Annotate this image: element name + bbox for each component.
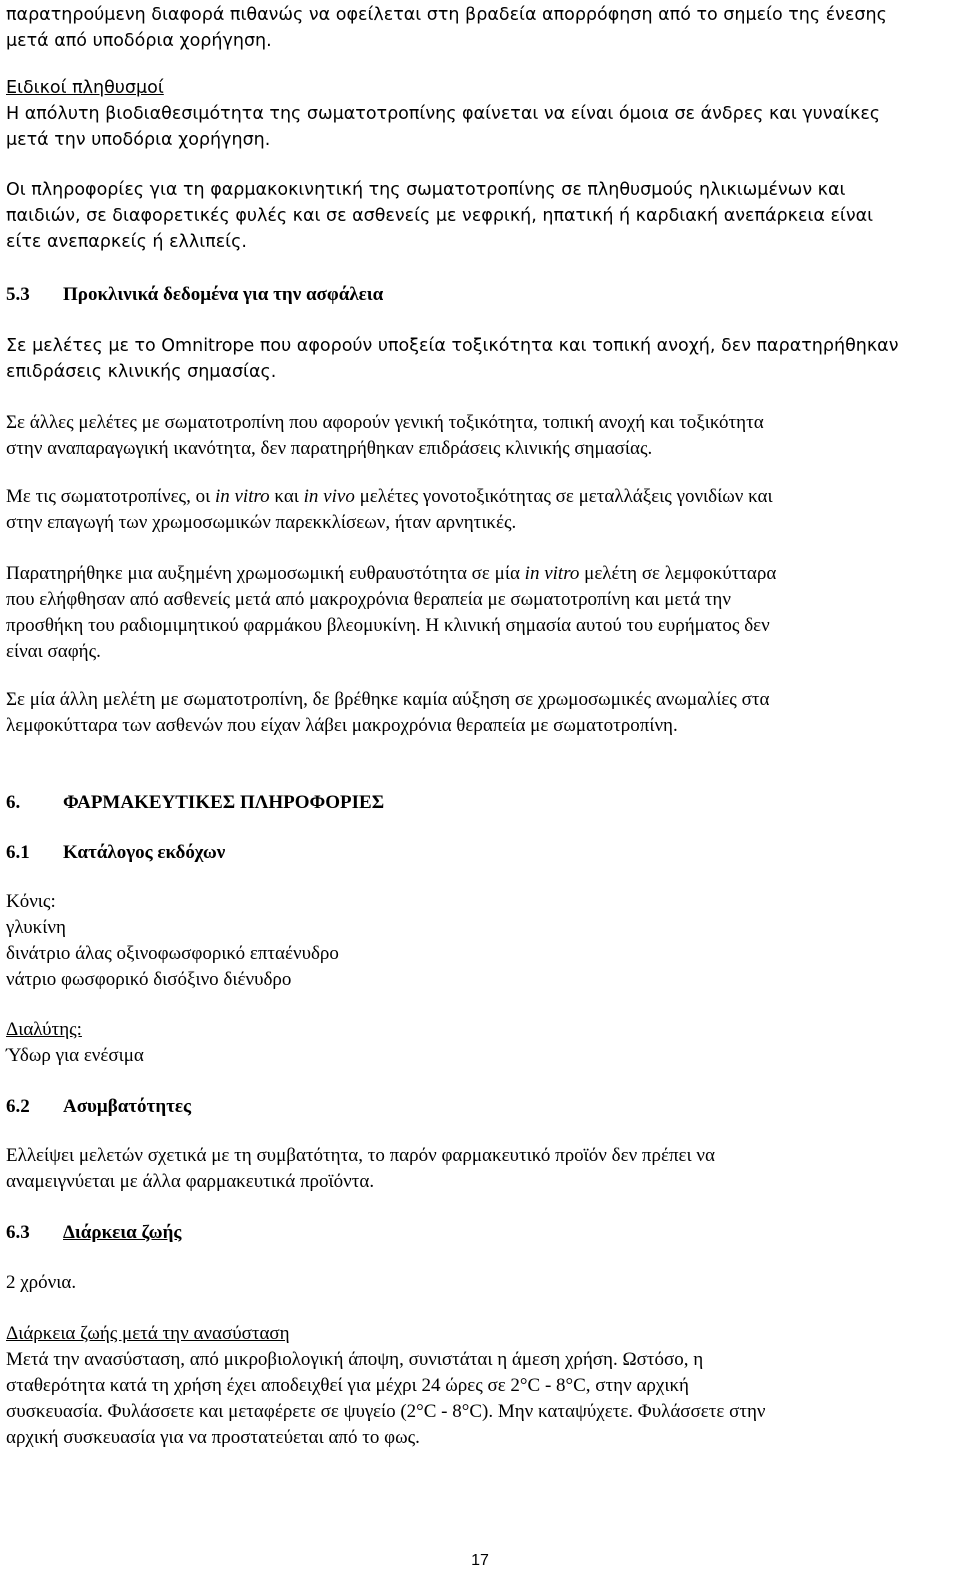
section-number: 5.3: [6, 284, 30, 305]
incompatibilities-paragraph: [6, 1143, 941, 1195]
text-line: αρχική συσκευασία για να προστατεύεται από το φως.: [6, 1427, 420, 1448]
section-title: Ασυμβατότητες: [63, 1096, 191, 1117]
text-line: Ελλείψει μελετών σχετικά με τη συμβατότητα, το παρόν φαρμακευτικό προϊόν δεν πρέπει να: [6, 1145, 715, 1166]
special-populations-section: [6, 75, 941, 153]
text-line: Μετά την ανασύσταση, από μικροβιολογική άποψη, συνιστάται η άμεση χρήση. Ωστόσο, η: [6, 1349, 704, 1370]
intro-tail-paragraph: [6, 2, 941, 54]
preclinical-paragraph-1: [6, 333, 941, 385]
text-line: μετά από υποδόρια χορήγηση.: [6, 31, 272, 51]
shelf-life: [6, 1270, 941, 1296]
preclinical-paragraph-3: [6, 484, 941, 536]
section-title: ΦΑΡΜΑΚΕΥΤΙΚΕΣ ΠΛΗΡΟΦΟΡΙΕΣ: [63, 792, 385, 813]
preclinical-paragraph-2: [6, 410, 941, 462]
text-line: σταθερότητα κατά τη χρήση έχει αποδειχθεί για μέχρι 24 ώρες σε 2°C - 8°C, στην αρχική: [6, 1375, 689, 1396]
text-line: συσκευασία. Φυλάσσετε και μεταφέρετε σε ψυγείο (2°C - 8°C). Μην καταψύχετε. Φυλάσσετε στην: [6, 1401, 766, 1422]
excipient-item: δινάτριο άλας οξινοφωσφορικό επταένυδρο: [6, 943, 339, 964]
excipients-solvent: [6, 1017, 941, 1069]
excipients-powder: [6, 889, 941, 993]
text-line: προσθήκη του ραδιομιμητικού φαρμάκου βλεομυκίνη. Η κλινική σημασία αυτού του ευρήματος δεν: [6, 615, 770, 636]
powder-label: Κόνις:: [6, 891, 56, 912]
page-number: 17: [471, 1552, 489, 1569]
section-5-3-heading: [6, 282, 941, 308]
text-line: Η απόλυτη βιοδιαθεσιμότητα της σωματοτροπίνης φαίνεται να είναι όμοια σε άνδρες και γυναίκες: [6, 104, 881, 124]
excipient-item: νάτριο φωσφορικό δισόξινο διένυδρο: [6, 969, 292, 990]
text-line: παρατηρούμενη διαφορά πιθανώς να οφείλεται στη βραδεία απορρόφηση από το σημείο της ένεσης: [6, 5, 887, 25]
text-line: επιδράσεις κλινικής σημασίας.: [6, 362, 277, 382]
text-line: στην επαγωγή των χρωμοσωμικών παρεκκλίσεων, ήταν αρνητικές.: [6, 512, 517, 533]
preclinical-paragraph-4: [6, 561, 941, 665]
text-line: Παρατηρήθηκε μια αυξημένη χρωμοσωμική ευθραυστότητα σε μία in vitro μελέτη σε λεμφοκύτταρα: [6, 563, 777, 584]
text-line: είτε ανεπαρκείς ή ελλιπείς.: [6, 232, 247, 252]
text-line: στην αναπαραγωγική ικανότητα, δεν παρατηρήθηκαν επιδράσεις κλινικής σημασίας.: [6, 438, 653, 459]
excipient-item: γλυκίνη: [6, 917, 66, 938]
section-title: Διάρκεια ζωής: [63, 1222, 182, 1243]
text-line: Σε μελέτες με το Omnitrope που αφορούν υποξεία τοξικότητα και τοπική ανοχή, δεν παρατηρήθηκαν: [6, 336, 899, 356]
section-6-1-heading: [6, 840, 941, 866]
section-6-2-heading: [6, 1094, 941, 1120]
text-line: λεμφοκύτταρα των ασθενών που είχαν λάβει μακροχρόνια θεραπεία με σωματοτροπίνη.: [6, 715, 678, 736]
special-populations-paragraph: [6, 177, 941, 255]
text-line: που ελήφθησαν από ασθενείς μετά από μακροχρόνια θεραπεία με σωματοτροπίνη και μετά την: [6, 589, 731, 610]
text-line: παιδιών, σε διαφορετικές φυλές και σε ασθενείς με νεφρική, ηπατική ή καρδιακή ανεπάρκεια είναι: [6, 206, 874, 226]
section-number: 6.1: [6, 842, 30, 863]
preclinical-paragraph-5: [6, 687, 941, 739]
text-line: Με τις σωματοτροπίνες, οι in vitro και in vivo μελέτες γονοτοξικότητας σε μεταλλάξεις γονιδίων και: [6, 486, 773, 507]
text-line: είναι σαφής.: [6, 641, 101, 662]
after-reconstitution-heading: Διάρκεια ζωής μετά την ανασύσταση: [6, 1323, 290, 1344]
section-title: Προκλινικά δεδομένα για την ασφάλεια: [63, 284, 384, 305]
solvent-label: Διαλύτης:: [6, 1019, 82, 1040]
text-line: αναμειγνύεται με άλλα φαρμακευτικά προϊόντα.: [6, 1171, 375, 1192]
special-populations-heading: Ειδικοί πληθυσμοί: [6, 78, 164, 98]
text-line: Σε μία άλλη μελέτη με σωματοτροπίνη, δε βρέθηκε καμία αύξηση σε χρωμοσωμικές ανωμαλίες στα: [6, 689, 770, 710]
shelf-life-after-reconstitution: [6, 1321, 941, 1451]
section-number: 6.3: [6, 1222, 30, 1243]
excipient-item: Ύδωρ για ενέσιμα: [6, 1045, 144, 1066]
shelf-life-value: 2 χρόνια.: [6, 1272, 77, 1293]
text-line: Οι πληροφορίες για τη φαρμακοκινητική της σωματοτροπίνης σε πληθυσμούς ηλικιωμένων και: [6, 180, 846, 200]
section-6-3-heading: [6, 1220, 941, 1246]
section-number: 6.2: [6, 1096, 30, 1117]
section-6-heading: [6, 790, 941, 816]
section-number: 6.: [6, 792, 21, 813]
text-line: μετά την υποδόρια χορήγηση.: [6, 130, 271, 150]
text-line: Σε άλλες μελέτες με σωματοτροπίνη που αφορούν γενική τοξικότητα, τοπική ανοχή και τοξικότητα: [6, 412, 764, 433]
section-title: Κατάλογος εκδόχων: [63, 842, 226, 863]
